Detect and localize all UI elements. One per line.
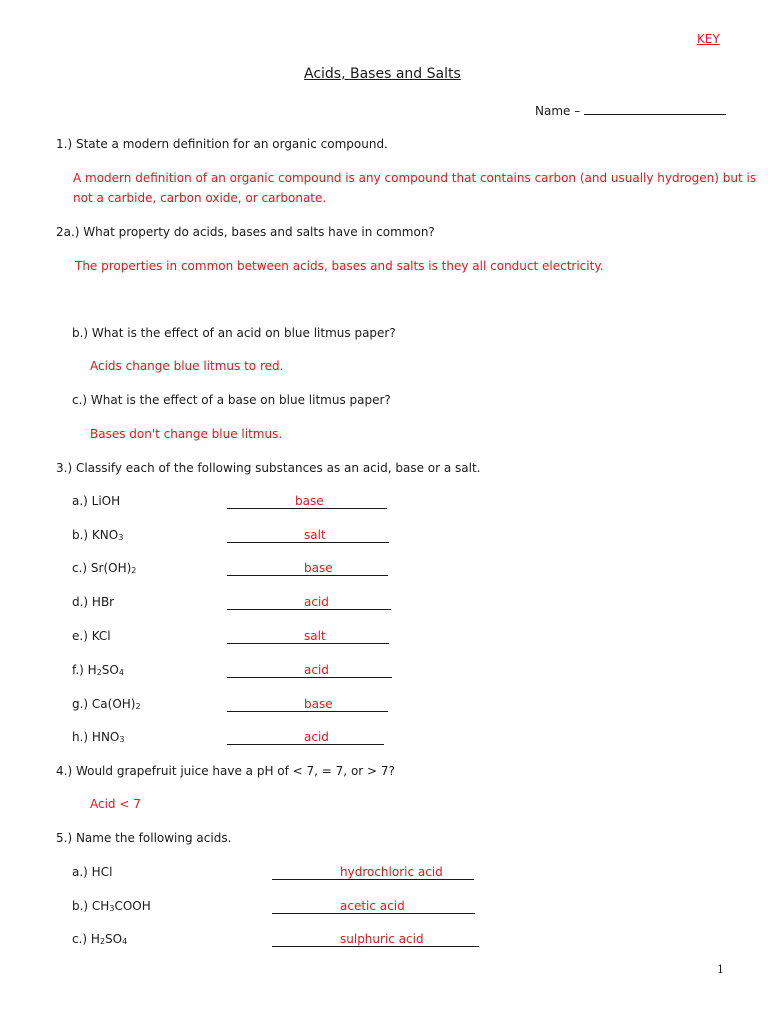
classify-answer-blank: base xyxy=(227,697,388,712)
classify-label: b.) $KNO_3$ xyxy=(72,528,124,542)
classify-item-c xyxy=(0,561,768,577)
name-acid-item-c xyxy=(0,932,768,948)
answer-2a: The properties in common between acids, bases and salts is they all conduct electricity. xyxy=(75,259,604,273)
classify-item-f xyxy=(0,663,768,679)
question-2c: c.) What is the effect of a base on blue litmus paper? xyxy=(72,393,391,407)
classify-answer-blank: acid xyxy=(227,730,384,745)
question-2a: 2a.) What property do acids, bases and salts have in common? xyxy=(56,225,435,239)
classify-item-e xyxy=(0,629,768,645)
answer-1-line-1: A modern definition of an organic compound is any compound that contains carbon (and usually hydrogen) but is xyxy=(73,171,757,185)
classify-item-b xyxy=(0,528,768,544)
classify-label: a.) LiOH xyxy=(72,494,121,508)
question-4: 4.) Would grapefruit juice have a pH of < 7, = 7, or > 7? xyxy=(56,764,395,778)
question-2b: b.) What is the effect of an acid on blue litmus paper? xyxy=(72,326,396,340)
classify-answer-blank: acid xyxy=(227,663,392,678)
name-blank xyxy=(584,113,726,115)
name-field xyxy=(535,104,726,118)
answer-4: Acid < 7 xyxy=(90,797,141,811)
classify-answer-blank: acid xyxy=(227,595,391,610)
acid-formula-label: b.) $CH_3COOH$ xyxy=(72,899,151,913)
name-acid-item-b xyxy=(0,899,768,915)
classify-label: g.) $Ca(OH)_2$ xyxy=(72,697,141,711)
acid-formula-label: a.) HCl xyxy=(72,865,113,879)
question-5: 5.) Name the following acids. xyxy=(56,831,232,845)
classify-answer-blank: salt xyxy=(227,528,389,543)
acid-formula-label: c.) $H_2SO_4$ xyxy=(72,932,128,946)
answer-2c: Bases don't change blue litmus. xyxy=(90,427,283,441)
classify-label: f.) $H_2SO_4$ xyxy=(72,663,124,677)
name-label: Name – xyxy=(535,104,581,118)
classify-item-a xyxy=(0,494,768,510)
classify-answer-blank: base xyxy=(227,494,387,509)
answer-1-line-2: not a carbide, carbon oxide, or carbonate. xyxy=(73,191,327,205)
question-1: 1.) State a modern definition for an organic compound. xyxy=(56,137,388,151)
acid-name-blank: hydrochloric acid xyxy=(272,865,474,880)
classify-label: h.) $HNO_3$ xyxy=(72,730,125,744)
acid-name-blank: acetic acid xyxy=(272,899,475,914)
classify-answer-blank: base xyxy=(227,561,388,576)
page-number: 1 xyxy=(717,963,724,976)
classify-answer-blank: salt xyxy=(227,629,389,644)
classify-label: e.) KCl xyxy=(72,629,111,643)
question-3: 3.) Classify each of the following substances as an acid, base or a salt. xyxy=(56,461,481,475)
name-acid-item-a xyxy=(0,865,768,881)
classify-label: c.) $Sr(OH)_2$ xyxy=(72,561,137,575)
classify-item-g xyxy=(0,697,768,713)
classify-item-h xyxy=(0,730,768,746)
acid-name-blank: sulphuric acid xyxy=(272,932,479,947)
classify-label: d.) HBr xyxy=(72,595,115,609)
page-title: Acids, Bases and Salts xyxy=(304,66,461,82)
key-label: KEY xyxy=(697,32,720,46)
answer-2b: Acids change blue litmus to red. xyxy=(90,359,284,373)
classify-item-d xyxy=(0,595,768,611)
